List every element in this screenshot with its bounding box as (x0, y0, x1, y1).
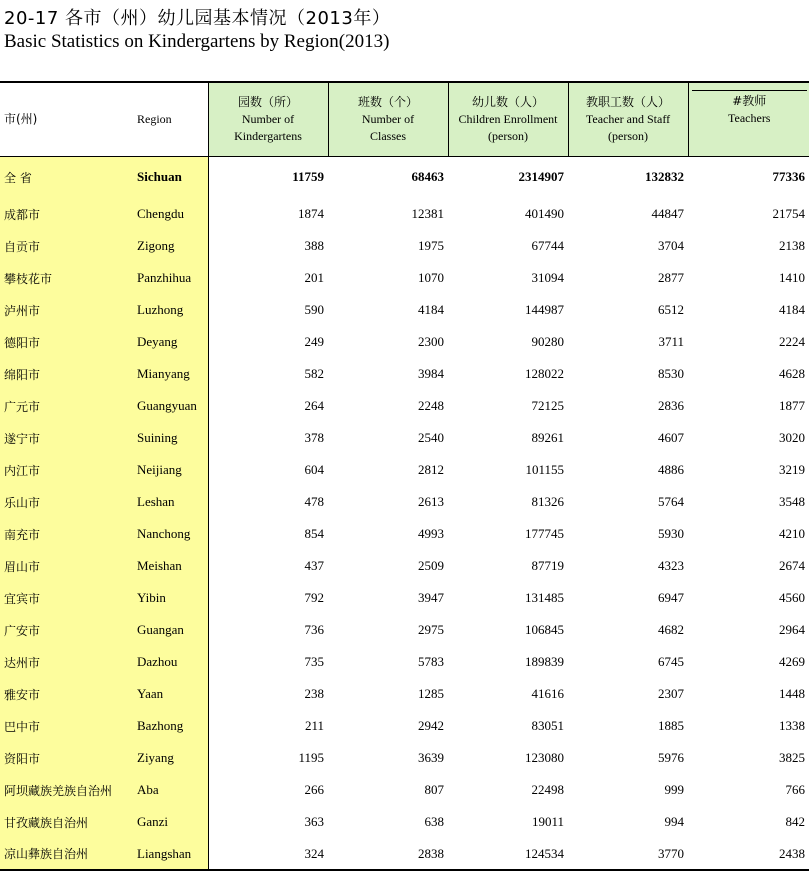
cell-kindergartens: 736 (304, 622, 324, 637)
cell-children: 19011 (531, 814, 564, 829)
table-row (0, 582, 809, 614)
cell-teachers: 4210 (779, 526, 805, 541)
cell-region-chinese: 遂宁市 (0, 422, 133, 454)
table-row (0, 198, 809, 230)
cell-classes: 2812 (418, 462, 444, 477)
cell-staff: 5976 (658, 750, 684, 765)
cell-teachers: 4184 (779, 302, 805, 317)
cell-region-chinese: 宜宾市 (0, 582, 133, 614)
table-row (0, 550, 809, 582)
cell-children: 83051 (531, 718, 564, 733)
cell-region-english: Neijiang (133, 454, 208, 486)
cell-teachers: 77336 (772, 169, 805, 185)
cell-region-chinese: 广安市 (0, 614, 133, 646)
cell-region-chinese: 乐山市 (0, 486, 133, 518)
cell-classes: 2248 (418, 398, 444, 413)
cell-region-english: Nanchong (133, 518, 208, 550)
cell-teachers: 2224 (779, 334, 805, 349)
cell-children: 67744 (531, 238, 564, 253)
header-kindergartens-en2: Kindergartens (234, 128, 302, 143)
table-row (0, 422, 809, 454)
header-region-english: Region (133, 82, 208, 156)
header-kindergartens-cn: 园数（所） (237, 94, 298, 109)
cell-kindergartens: 582 (304, 366, 324, 381)
cell-classes: 2975 (418, 622, 444, 637)
cell-classes: 2613 (418, 494, 444, 509)
cell-kindergartens: 324 (208, 838, 328, 870)
cell-classes: 638 (424, 814, 444, 829)
cell-region-english: Suining (133, 422, 208, 454)
cell-staff: 4886 (658, 462, 684, 477)
cell-children: 123080 (525, 750, 564, 765)
header-staff-en2: (person) (608, 128, 648, 143)
cell-staff: 994 (664, 814, 684, 829)
cell-staff: 5930 (658, 526, 684, 541)
header-kindergartens (208, 82, 328, 156)
cell-teachers: 2138 (779, 238, 805, 253)
cell-classes: 1975 (418, 238, 444, 253)
table-row (0, 646, 809, 678)
header-classes-cn: 班数（个） (357, 94, 418, 109)
cell-region-chinese: 内江市 (0, 454, 133, 486)
cell-region-chinese: 全 省 (0, 156, 133, 198)
cell-region-english: Bazhong (133, 710, 208, 742)
cell-kindergartens: 735 (304, 654, 324, 669)
cell-teachers: 1448 (779, 686, 805, 701)
cell-staff: 2836 (658, 398, 684, 413)
cell-children: 22498 (531, 782, 564, 797)
header-staff-en1: Teacher and Staff (585, 111, 671, 126)
cell-classes: 4993 (418, 526, 444, 541)
table-row (0, 774, 809, 806)
table-row (0, 454, 809, 486)
cell-classes: 1285 (418, 686, 444, 701)
cell-kindergartens: 249 (304, 334, 324, 349)
cell-staff: 4607 (658, 430, 684, 445)
cell-kindergartens: 201 (304, 270, 324, 285)
cell-teachers: 4560 (779, 590, 805, 605)
cell-kindergartens: 604 (304, 462, 324, 477)
cell-region-chinese: 广元市 (0, 390, 133, 422)
cell-classes: 3639 (418, 750, 444, 765)
cell-classes: 3947 (418, 590, 444, 605)
cell-kindergartens: 854 (304, 526, 324, 541)
cell-region-chinese: 凉山彝族自治州 (0, 838, 133, 870)
cell-teachers: 4269 (779, 654, 805, 669)
cell-region-chinese: 南充市 (0, 518, 133, 550)
cell-staff: 3704 (658, 238, 684, 253)
cell-children: 89261 (531, 430, 564, 445)
table-row (0, 262, 809, 294)
cell-region-english: Aba (133, 774, 208, 806)
cell-teachers: 3020 (779, 430, 805, 445)
cell-kindergartens: 792 (304, 590, 324, 605)
cell-region-english: Chengdu (133, 198, 208, 230)
cell-kindergartens: 264 (304, 398, 324, 413)
cell-staff: 4323 (658, 558, 684, 573)
cell-children: 72125 (531, 398, 564, 413)
header-children-en1: Children Enrollment (458, 111, 558, 126)
cell-region-english: Ziyang (133, 742, 208, 774)
cell-region-english: Guangyuan (133, 390, 208, 422)
cell-classes: 4184 (418, 302, 444, 317)
cell-children: 101155 (525, 462, 564, 477)
cell-classes: 5783 (418, 654, 444, 669)
cell-region-chinese: 甘孜藏族自治州 (0, 806, 133, 838)
header-classes (328, 82, 448, 156)
page-title-chinese: 20-17 各市（州）幼儿园基本情况（2013年） (4, 8, 391, 29)
cell-region-english: Liangshan (133, 838, 208, 870)
cell-kindergartens: 590 (304, 302, 324, 317)
cell-teachers: 4628 (779, 366, 805, 381)
cell-children: 144987 (525, 302, 564, 317)
table-body (0, 156, 809, 870)
header-teachers-box (692, 90, 808, 149)
cell-kindergartens: 388 (304, 238, 324, 253)
table-row (0, 294, 809, 326)
cell-teachers: 842 (785, 814, 805, 829)
cell-teachers: 21754 (772, 206, 805, 221)
cell-staff: 5764 (658, 494, 684, 509)
header-children-en2: (person) (488, 128, 528, 143)
cell-region-english: Panzhihua (133, 262, 208, 294)
cell-kindergartens: 1195 (298, 750, 324, 765)
table-row (0, 230, 809, 262)
cell-kindergartens: 363 (304, 814, 324, 829)
header-staff (568, 82, 688, 156)
header-children-cn: 幼儿数（人） (471, 94, 544, 109)
cell-classes: 2942 (418, 718, 444, 733)
cell-children: 401490 (525, 206, 564, 221)
cell-region-english: Leshan (133, 486, 208, 518)
header-children (448, 82, 568, 156)
cell-children: 90280 (531, 334, 564, 349)
cell-staff: 4682 (658, 622, 684, 637)
cell-children: 106845 (525, 622, 564, 637)
cell-classes: 2540 (418, 430, 444, 445)
cell-region-english: Yibin (133, 582, 208, 614)
table-row (0, 742, 809, 774)
cell-region-chinese: 眉山市 (0, 550, 133, 582)
cell-staff: 1885 (658, 718, 684, 733)
cell-classes: 2300 (418, 334, 444, 349)
cell-region-chinese: 成都市 (0, 198, 133, 230)
cell-children: 31094 (531, 270, 564, 285)
cell-kindergartens: 238 (304, 686, 324, 701)
cell-teachers: 3548 (779, 494, 805, 509)
cell-children: 124534 (448, 838, 568, 870)
cell-teachers: 2438 (688, 838, 809, 870)
cell-region-chinese: 巴中市 (0, 710, 133, 742)
cell-region-chinese: 自贡市 (0, 230, 133, 262)
cell-teachers: 2964 (779, 622, 805, 637)
cell-region-english: Dazhou (133, 646, 208, 678)
cell-teachers: 1877 (779, 398, 805, 413)
header-teachers (688, 82, 809, 156)
cell-children: 87719 (531, 558, 564, 573)
table-row (0, 390, 809, 422)
cell-classes: 2509 (418, 558, 444, 573)
cell-region-chinese: 达州市 (0, 646, 133, 678)
header-classes-en2: Classes (370, 128, 406, 143)
cell-children: 41616 (531, 686, 564, 701)
cell-region-chinese: 绵阳市 (0, 358, 133, 390)
header-teachers-en1: Teachers (728, 110, 771, 125)
table-row (0, 838, 809, 870)
page-title-english: Basic Statistics on Kindergartens by Region(2013) (4, 31, 390, 52)
cell-staff: 6512 (658, 302, 684, 317)
cell-kindergartens: 378 (304, 430, 324, 445)
cell-kindergartens: 211 (304, 718, 324, 733)
cell-staff: 8530 (658, 366, 684, 381)
table-row (0, 518, 809, 550)
cell-teachers: 1410 (779, 270, 805, 285)
cell-teachers: 3825 (779, 750, 805, 765)
header-kindergartens-en1: Number of (241, 111, 295, 126)
cell-staff: 3711 (658, 334, 684, 349)
cell-children: 128022 (525, 366, 564, 381)
cell-children: 131485 (525, 590, 564, 605)
cell-region-english: Luzhong (133, 294, 208, 326)
header-region-chinese: 市(州) (0, 82, 133, 156)
table-row-total (0, 156, 809, 198)
table-header-row (0, 82, 809, 156)
cell-classes: 807 (424, 782, 444, 797)
cell-region-english: Meishan (133, 550, 208, 582)
table-row (0, 710, 809, 742)
cell-kindergartens: 1874 (298, 206, 324, 221)
cell-region-english: Mianyang (133, 358, 208, 390)
cell-region-chinese: 雅安市 (0, 678, 133, 710)
cell-children: 189839 (525, 654, 564, 669)
cell-region-english: Guangan (133, 614, 208, 646)
cell-teachers: 3219 (779, 462, 805, 477)
cell-staff: 44847 (651, 206, 684, 221)
table-row (0, 806, 809, 838)
cell-staff: 2307 (658, 686, 684, 701)
cell-kindergartens: 11759 (292, 169, 324, 185)
header-teachers-cn: #教师 (732, 93, 767, 108)
cell-children: 2314907 (518, 169, 564, 185)
cell-staff: 999 (664, 782, 684, 797)
cell-classes: 1070 (418, 270, 444, 285)
cell-region-english: Deyang (133, 326, 208, 358)
cell-teachers: 2674 (779, 558, 805, 573)
table-row (0, 614, 809, 646)
table-row (0, 486, 809, 518)
cell-region-chinese: 德阳市 (0, 326, 133, 358)
header-classes-en1: Number of (361, 111, 415, 126)
cell-kindergartens: 478 (304, 494, 324, 509)
header-staff-cn: 教职工数（人） (585, 94, 670, 109)
cell-staff: 6947 (658, 590, 684, 605)
cell-teachers: 1338 (779, 718, 805, 733)
cell-region-chinese: 泸州市 (0, 294, 133, 326)
cell-region-english: Zigong (133, 230, 208, 262)
cell-staff: 3770 (568, 838, 688, 870)
cell-classes: 12381 (411, 206, 444, 221)
table-row (0, 358, 809, 390)
cell-region-english: Yaan (133, 678, 208, 710)
cell-region-chinese: 资阳市 (0, 742, 133, 774)
cell-classes: 2838 (328, 838, 448, 870)
cell-staff: 6745 (658, 654, 684, 669)
cell-classes: 68463 (411, 169, 444, 185)
cell-children: 177745 (525, 526, 564, 541)
table-row (0, 326, 809, 358)
cell-kindergartens: 266 (304, 782, 324, 797)
cell-children: 81326 (531, 494, 564, 509)
cell-region-chinese: 攀枝花市 (0, 262, 133, 294)
cell-kindergartens: 437 (304, 558, 324, 573)
kindergarten-statistics-table (0, 81, 809, 871)
cell-region-chinese: 阿坝藏族羌族自治州 (0, 774, 133, 806)
cell-region-english: Ganzi (133, 806, 208, 838)
cell-region-english: Sichuan (133, 156, 208, 198)
table-row (0, 678, 809, 710)
cell-classes: 3984 (418, 366, 444, 381)
cell-staff: 2877 (658, 270, 684, 285)
cell-teachers: 766 (785, 782, 805, 797)
cell-staff: 132832 (645, 169, 684, 185)
